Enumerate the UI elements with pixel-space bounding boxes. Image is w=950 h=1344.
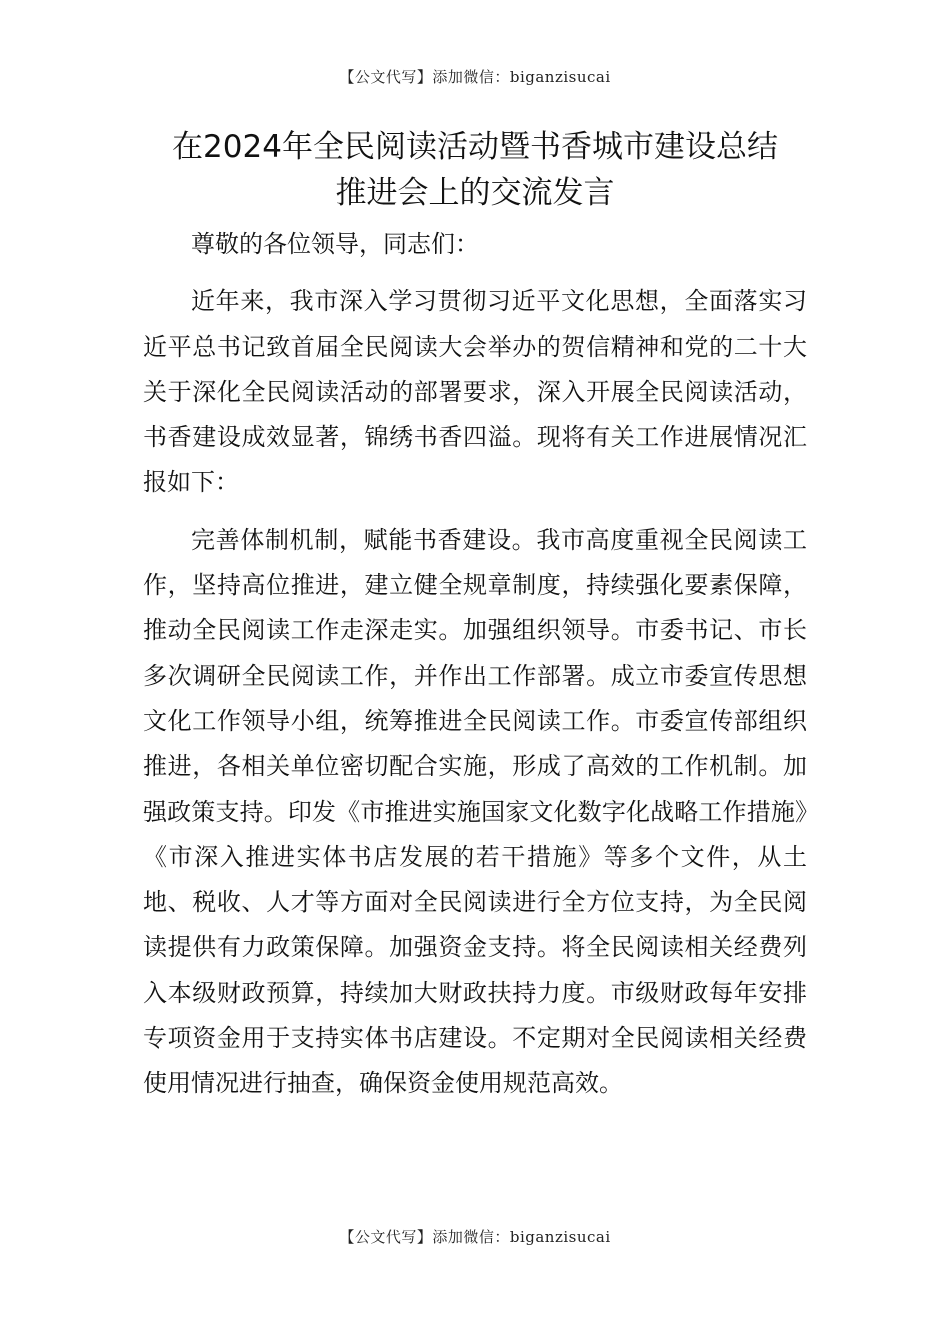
paragraph-mechanism: 完善体制机制，赋能书香建设。我市高度重视全民阅读工作，坚持高位推进，建立健全规章制度，持续强化要素保障，推动全民阅读工作走深走实。加强组织领导。市委书记、市长多次调研全民阅读工作，并作出工作部署。成立市委宣传思想文化工作领导小组，统筹推进全民阅读工作。市委宣传部组织推进，各相关单位密切配合实施，形成了高效的工作机制。加强政策支持。印发《市推进实施国家文化数字化战略工作措施》《市深入推进实体书店发展的若干措施》等多个文件，从土地、税收、人才等方面对全民阅读进行全方位支持，为全民阅读提供有力政策保障。加强资金支持。将全民阅读相关经费列入本级财政预算，持续加大财政扶持力度。市级财政每年安排专项资金用于支持实体书店建设。不定期对全民阅读相关经费使用情况进行抽查，确保资金使用规范高效。: [143, 525, 807, 1098]
title-line-1: 在2024年全民阅读活动暨书香城市建设总结: [172, 129, 778, 165]
footer-watermark-note: 【公文代写】添加微信：biganzisucai: [339, 1228, 611, 1246]
salutation: 尊敬的各位领导，同志们：: [191, 230, 479, 258]
header-watermark-note: 【公文代写】添加微信：biganzisucai: [339, 68, 611, 86]
paragraph-intro: 近年来，我市深入学习贯彻习近平文化思想，全面落实习近平总书记致首届全民阅读大会举办的贺信精神和党的二十大关于深化全民阅读活动的部署要求，深入开展全民阅读活动，书香建设成效显著，锦绣书香四溢。现将有关工作进展情况汇报如下：: [143, 287, 807, 497]
document-body: [143, 222, 807, 1119]
document-title: [120, 124, 830, 216]
title-line-2: 推进会上的交流发言: [335, 175, 615, 211]
